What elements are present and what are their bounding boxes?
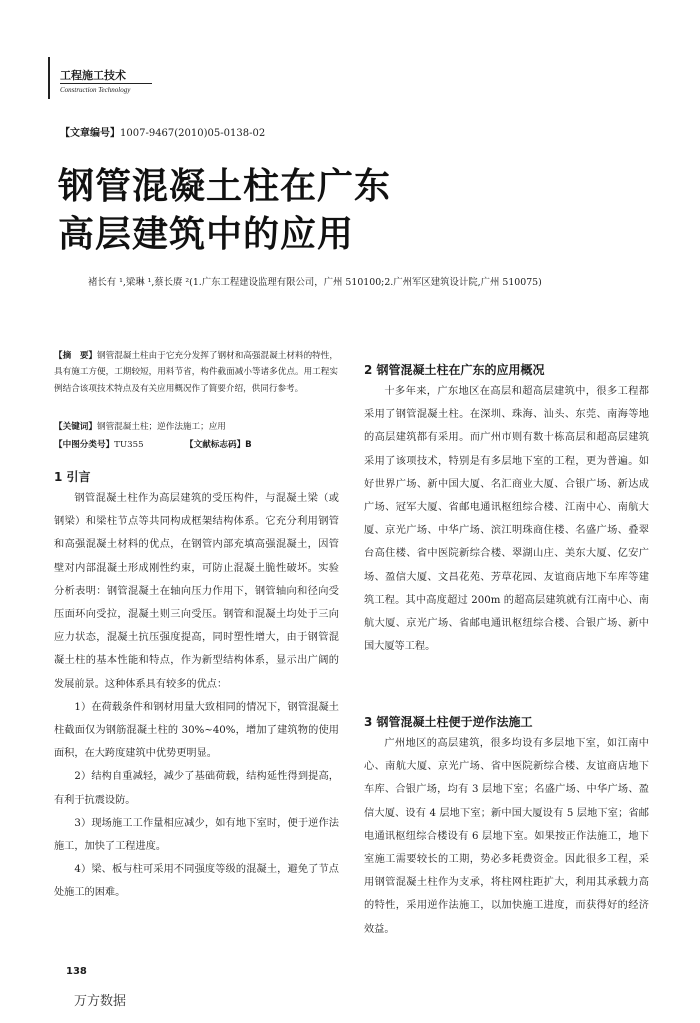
- doccode-value: B: [245, 440, 252, 450]
- clc-value: TU355: [114, 440, 144, 450]
- paper-title-line-1: 钢管混凝土柱在广东: [58, 166, 392, 207]
- section-1-paragraph: 钢管混凝土柱作为高层建筑的受压构件，与混凝土梁（或钢梁）和梁柱节点等共同构成框架结构体系。它充分利用钢管和高强混凝土材料的优点，在钢管内部充填高强混凝土，因管壁对内部混凝土形成刚性约束，可防止混凝土脆性破坏。实验分析表明：钢管混凝土在轴向压力作用下，钢管轴向和径向受压面环向受拉，混凝土则三向受压。钢管和混凝土均处于三向应力状态，混凝土抗压强度提高，同时塑性增大，由于钢管混凝土柱的基本性能和特点，作为新型结构体系，显示出广阔的发展前景。这种体系具有较多的优点：: [54, 493, 339, 690]
- section-2-paragraph: 十多年来，广东地区在高层和超高层建筑中，很多工程都采用了钢管混凝土柱。在深圳、珠海、汕头、东莞、南海等地的高层建筑都有采用。而广州市则有数十栋高层和超高层建筑采用了该项技术，特别是有多层地下室的工程，更为普遍。如好世界广场、新中国大厦、名汇商业大厦、合银广场、新达成广场、冠军大厦、省邮电通讯枢纽综合楼、江南中心、南航大厦、京光广场、中华广场、滨江明珠商住楼、名盛广场、叠翠台高住楼、省中医院新综合楼、翠湖山庄、美东大厦、亿安广场、盈信大厦、文昌花苑、芳草花园、友谊商店地下车库等建筑工程。其中高度超过 200m 的超高层建筑就有江南中心、南航大厦、京光广场、省邮电通讯枢纽综合楼、合银广场、新中国大厦等工程。: [364, 386, 649, 653]
- abstract: [54, 348, 338, 397]
- article-number: [60, 124, 265, 139]
- authors-affiliations: 褚长有 ¹,梁琳 ¹,蔡长赓 ²(1.广东工程建设监理有限公司，广州 510100;2.广州军区建筑设计院,广州 510075): [88, 277, 542, 288]
- document-code: [185, 438, 252, 450]
- abstract-text: 钢管混凝土柱由于它充分发挥了钢材和高强混凝土材料的特性，具有施工方便，工期较短，用料节省，构件截面减小等诸多优点。用工程实例结合该项技术特点及有关应用概况作了简要介绍，供同行参考。: [54, 351, 338, 394]
- article-number-value: 1007-9467(2010)05-0138-02: [120, 128, 266, 139]
- section-2-heading: 2 钢管混凝土柱在广东的应用概况: [364, 363, 545, 377]
- section-1-item-2: 2）结构自重减轻，减少了基础荷载，结构延性得到提高，有利于抗震设防。: [54, 771, 339, 806]
- abstract-label: 【摘 要】: [54, 351, 98, 361]
- doccode-label: 【文献标志码】: [185, 440, 246, 450]
- keywords-label: 【关键词】: [54, 422, 97, 432]
- watermark: 万方数据: [74, 994, 127, 1009]
- keywords: [54, 420, 226, 432]
- section-3-body: [364, 732, 649, 941]
- clc-label: 【中图分类号】: [54, 440, 115, 450]
- classification: [54, 438, 252, 450]
- section-1-heading: 1 引言: [54, 470, 91, 484]
- article-number-label: 【文章编号】: [60, 128, 120, 139]
- paper-title-line-2: 高层建筑中的应用: [58, 214, 355, 255]
- section-1-item-4: 4）梁、板与柱可采用不同强度等级的混凝土，避免了节点处施工的困难。: [54, 864, 339, 899]
- section-1-body: [54, 487, 339, 905]
- running-head-subtitle: Construction Technology: [60, 86, 131, 94]
- page-number: 138: [66, 966, 87, 977]
- section-2-body: [364, 380, 649, 658]
- keywords-text: 钢管混凝土柱；逆作法施工；应用: [96, 422, 226, 432]
- section-1-item-1: 1）在荷载条件和钢材用量大致相同的情况下，钢管混凝土柱截面仅为钢筋混凝土柱的 30%~40%，增加了建筑物的使用面积，在大跨度建筑中优势更明显。: [54, 701, 339, 760]
- running-head-rule: [60, 83, 152, 84]
- section-1-item-3: 3）现场施工工作量相应减少，如有地下室时，便于逆作法施工，加快了工程进度。: [54, 817, 339, 853]
- running-head-bar: [48, 57, 50, 99]
- running-head-title: 工程施工技术: [60, 69, 126, 82]
- section-3-heading: 3 钢管混凝土柱便于逆作法施工: [364, 715, 533, 729]
- section-3-paragraph: 广州地区的高层建筑，很多均设有多层地下室，如江南中心、南航大厦、京光广场、省中医院新综合楼、友谊商店地下车库、合银广场，均有 3 层地下室；名盛广场、中华广场、盈信大厦、设有 4 层地下室；新中国大厦设有 5 层地下室；省邮电通讯枢纽综合楼设有 6 层地下室。如果按正作法施工，地下室施工需要较长的工期，势必多耗费资金。因此很多工程，采用钢管混凝土柱作为支承，将柱网柱距扩大，利用其承载力高的特性，采用逆作法施工，以加快施工进度，而获得好的经济效益。: [364, 738, 649, 935]
